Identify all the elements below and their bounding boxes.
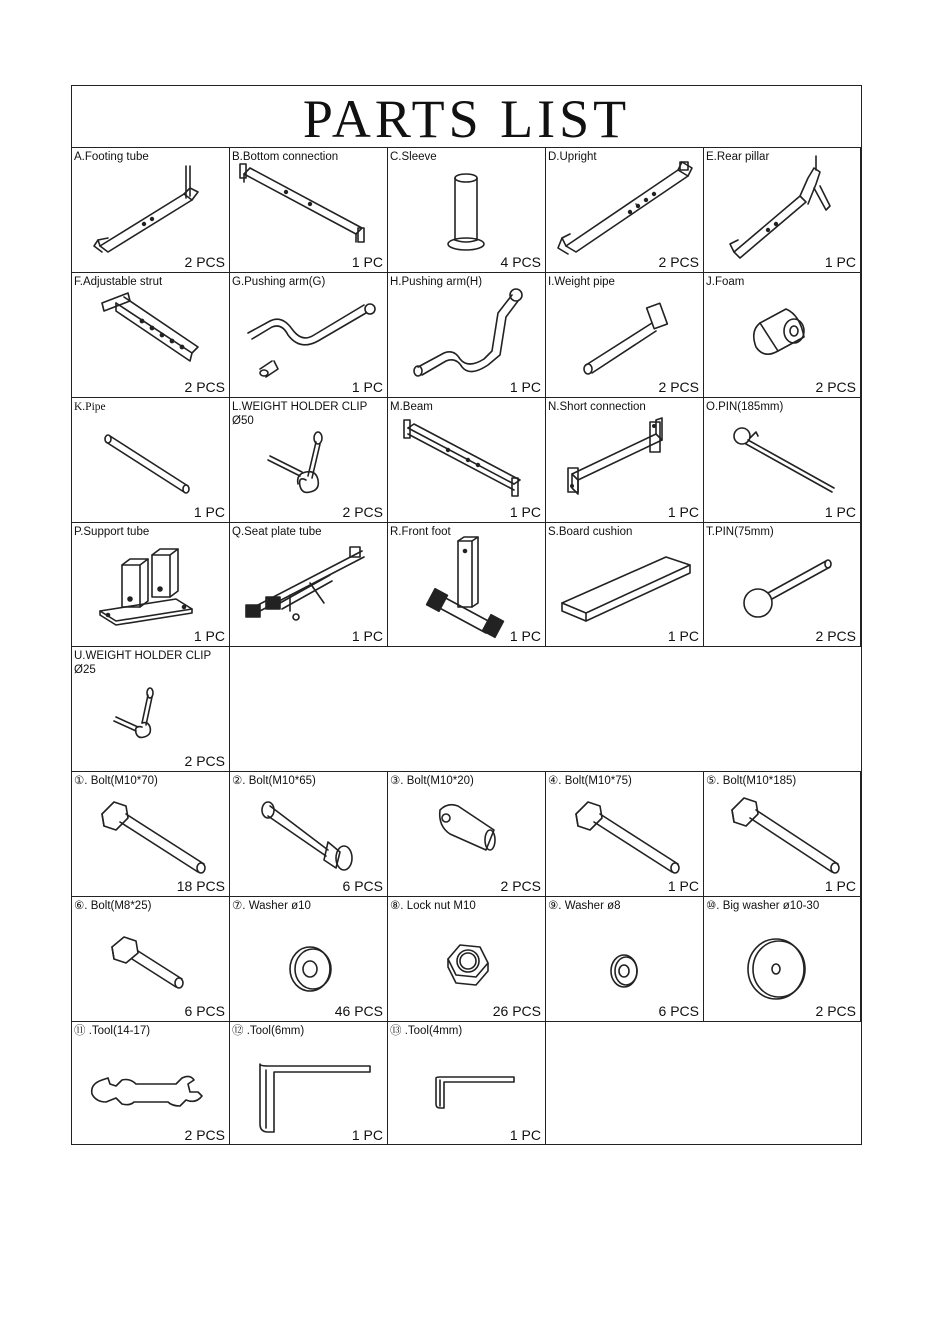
part-label: N.Short connection [548,401,646,413]
part-cell [704,897,861,1021]
part-quantity: 2 PCS [184,254,225,270]
part-quantity: 2 PCS [184,379,225,395]
part-label: ⑬ .Tool(4mm) [390,1025,463,1037]
part-cell [388,398,546,522]
part-quantity: 2 PCS [342,504,383,520]
part-cell [230,1022,388,1145]
part-cell [72,772,230,896]
part-label: ④. Bolt(M10*75) [548,775,632,787]
part-cell [704,523,861,646]
part-quantity: 6 PCS [342,878,383,894]
part-cell [546,523,704,646]
part-label: J.Foam [706,276,745,288]
part-cell [72,398,230,522]
part-label: E.Rear pillar [706,151,770,163]
part-label: C.Sleeve [390,151,437,163]
part-cell [72,148,230,272]
part-label: T.PIN(75mm) [706,526,774,538]
part-cell [72,897,230,1021]
part-label: B.Bottom connection [232,151,339,163]
part-cell [546,772,704,896]
part-cell [72,1022,230,1145]
part-label: ⑪ .Tool(14-17) [74,1025,151,1037]
part-quantity: 2 PCS [184,1127,225,1143]
part-cell [546,398,704,522]
part-cell [230,523,388,646]
part-label: ②. Bolt(M10*65) [232,775,316,787]
part-cell [546,148,704,272]
part-cell [704,772,861,896]
part-cell [72,647,230,771]
part-label: ③. Bolt(M10*20) [390,775,474,787]
part-label: Q.Seat plate tube [232,526,322,538]
part-quantity: 1 PC [509,379,541,395]
part-quantity: 26 PCS [492,1003,541,1019]
page-title: PARTS LIST [72,86,861,148]
part-quantity: 2 PCS [658,379,699,395]
part-quantity: 18 PCS [176,878,225,894]
part-quantity: 1 PC [351,379,383,395]
part-quantity: 2 PCS [658,254,699,270]
part-cell [546,273,704,397]
part-cell [388,897,546,1021]
part-cell [230,148,388,272]
part-label: ①. Bolt(M10*70) [74,775,158,787]
part-quantity: 2 PCS [815,1003,856,1019]
part-quantity: 4 PCS [500,254,541,270]
part-label: S.Board cushion [548,526,633,538]
part-label: O.PIN(185mm) [706,401,784,413]
part-quantity: 1 PC [667,628,699,644]
part-label: A.Footing tube [74,151,149,163]
part-label: F.Adjustable strut [74,276,163,288]
part-quantity: 1 PC [824,504,856,520]
part-cell [230,398,388,522]
part-cell [704,273,861,397]
part-cell [388,273,546,397]
part-quantity: 2 PCS [815,379,856,395]
part-cell [388,772,546,896]
part-label: H.Pushing arm(H) [390,276,483,288]
part-label: ⑤. Bolt(M10*185) [706,775,797,787]
parts-row [72,398,861,523]
part-label: ⑨. Washer ø8 [548,900,621,912]
parts-row [72,273,861,398]
parts-row [72,1022,861,1145]
part-quantity: 6 PCS [184,1003,225,1019]
part-label: R.Front foot [390,526,451,538]
part-cell [388,1022,546,1145]
part-label: L.WEIGHT HOLDER CLIP Ø50 [232,401,368,427]
part-quantity: 1 PC [193,628,225,644]
parts-list-table [71,85,862,1145]
parts-row [72,523,861,647]
part-quantity: 1 PC [824,878,856,894]
part-label: G.Pushing arm(G) [232,276,326,288]
part-cell [704,148,861,272]
part-cell [230,273,388,397]
part-cell [72,273,230,397]
parts-row [72,647,861,772]
part-quantity: 2 PCS [500,878,541,894]
part-cell [546,897,704,1021]
part-quantity: 1 PC [351,1127,383,1143]
part-quantity: 1 PC [667,504,699,520]
part-quantity: 1 PC [351,628,383,644]
part-quantity: 1 PC [193,504,225,520]
part-label: K.Pipe [74,401,106,413]
parts-row [72,897,861,1022]
part-label: P.Support tube [74,526,150,538]
part-quantity: 2 PCS [184,753,225,769]
part-quantity: 1 PC [351,254,383,270]
part-quantity: 1 PC [667,878,699,894]
part-label: ⑥. Bolt(M8*25) [74,900,152,912]
parts-row [72,772,861,897]
part-label: I.Weight pipe [548,276,615,288]
part-quantity: 1 PC [509,628,541,644]
part-quantity: 46 PCS [334,1003,383,1019]
part-quantity: 1 PC [824,254,856,270]
part-quantity: 1 PC [509,1127,541,1143]
part-cell [72,523,230,646]
part-label: D.Upright [548,151,597,163]
part-quantity: 6 PCS [658,1003,699,1019]
part-label: ⑧. Lock nut M10 [390,900,476,912]
part-label: ⑫ .Tool(6mm) [232,1025,305,1037]
part-cell [230,897,388,1021]
part-cell [230,772,388,896]
part-label: U.WEIGHT HOLDER CLIP Ø25 [74,650,212,676]
part-label: M.Beam [390,401,433,413]
part-cell [704,398,861,522]
part-cell [388,523,546,646]
part-quantity: 2 PCS [815,628,856,644]
part-label: ⑦. Washer ø10 [232,900,311,912]
part-cell [388,148,546,272]
part-label: ⑩. Big washer ø10-30 [706,900,820,912]
part-quantity: 1 PC [509,504,541,520]
parts-row [72,148,861,273]
